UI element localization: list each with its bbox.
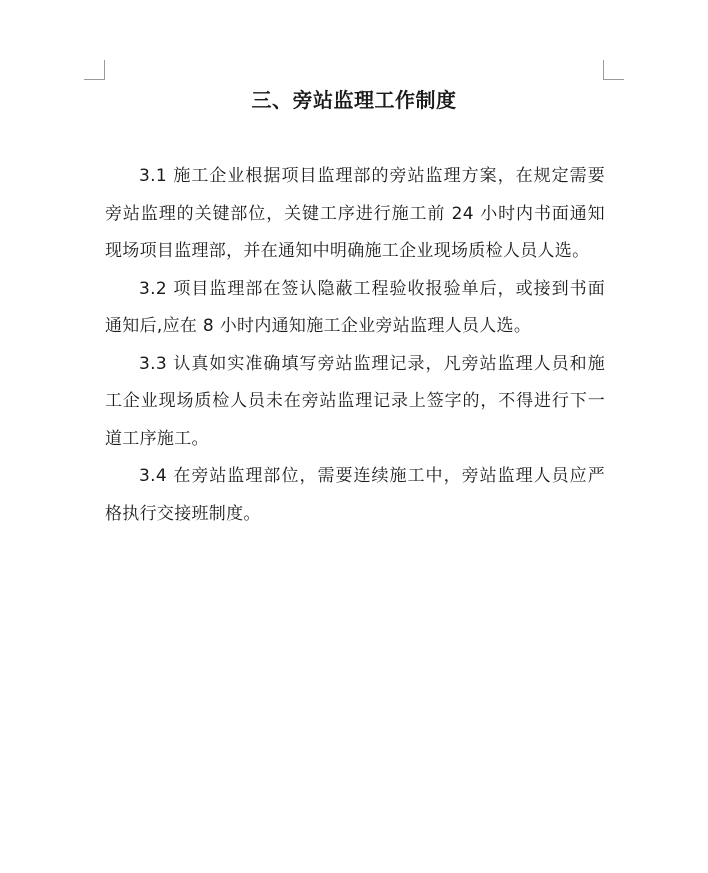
paragraph-3-2: 3.2 项目监理部在签认隐蔽工程验收报验单后，或接到书面通知后,应在 8 小时内通知施工企业旁站监理人员人选。: [105, 278, 605, 336]
paragraph-3-3: 3.3 认真如实准确填写旁站监理记录，凡旁站监理人员和施工企业现场质检人员未在旁站监理记录上签字的，不得进行下一道工序施工。: [105, 353, 605, 449]
document-body: [105, 158, 605, 533]
crop-mark-top-right: [603, 60, 604, 80]
paragraph-3-4: 3.4 在旁站监理部位，需要连续施工中，旁站监理人员应严格执行交接班制度。: [105, 466, 605, 524]
crop-mark-top-right: [603, 79, 624, 80]
crop-mark-top-left: [104, 60, 105, 80]
crop-mark-top-left: [84, 79, 105, 80]
page-title: 三、旁站监理工作制度: [251, 88, 457, 112]
paragraph-3-1: 3.1 施工企业根据项目监理部的旁站监理方案，在规定需要旁站监理的关键部位，关键工序进行施工前 24 小时内书面通知现场项目监理部，并在通知中明确施工企业现场质检人员人选。: [105, 166, 605, 261]
